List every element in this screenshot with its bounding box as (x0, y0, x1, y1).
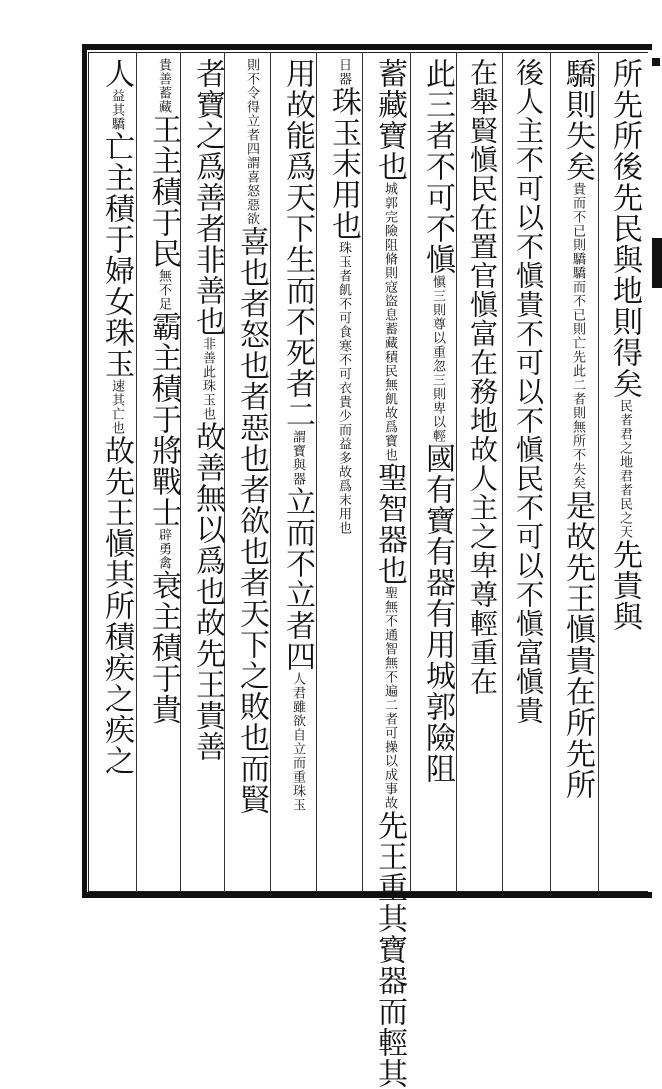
main-text: 喜也者怒也者惡也者欲也者天下之敗也而賢 (234, 226, 269, 815)
commentary-text: 益其驕 (109, 89, 124, 131)
main-text: 後人主不可以不愼貴不可以不愼民不可以不愼富愼貴 (512, 58, 545, 725)
text-column-4 (461, 58, 503, 888)
text-column-1 (602, 58, 646, 888)
main-text: 先王重其寶器而輕其 (372, 810, 407, 1089)
commentary-text: 人君雖欲自立而重珠玉 (290, 672, 305, 812)
commentary-text: 珠玉者飢不可食寒不可衣貴少而益多故爲末用也 (336, 241, 351, 535)
commentary-text: 日器 (336, 58, 351, 86)
commentary-text: 非善此珠玉也 (200, 337, 215, 421)
commentary-text: 速其亡也 (109, 379, 124, 435)
main-text: 故先王愼其所積疾之疾之 (99, 435, 134, 776)
main-text: 蓄藏寶也 (372, 58, 407, 182)
main-text: 國有寶有器有用城郭險阻 (420, 443, 455, 784)
commentary-text: 貴而不已則驕驕而不已則亡先此二者則無所不失矣 (570, 182, 585, 490)
main-text: 此三者不可不愼 (420, 58, 455, 275)
page-edge-mark (652, 238, 662, 288)
text-column-8 (275, 58, 319, 888)
text-column-9 (229, 58, 273, 888)
main-text: 在舉賢愼民在置官愼富在務地故人主之卑尊輕重在 (466, 58, 499, 696)
page-edge-mark (652, 58, 660, 66)
text-column-6 (367, 58, 411, 1089)
commentary-text: 謂寶與器 (290, 430, 305, 486)
text-column-12 (94, 58, 138, 888)
main-text: 亡主積于婦女珠玉 (99, 131, 134, 379)
commentary-text: 聖無不通智無不遍二者可操以成事故 (382, 586, 397, 810)
text-column-3 (507, 58, 549, 888)
commentary-text: 民者君之地君者民之天 (617, 399, 632, 539)
text-column-2 (555, 58, 599, 888)
main-text: 衰主積于貴 (146, 570, 181, 725)
main-text: 用故能爲天下生而不死者二 (280, 58, 315, 430)
commentary-text: 愼三則尊以重忽三則卑以輕 (430, 275, 445, 443)
main-text: 是故先王愼貴在所先所 (560, 490, 595, 800)
main-text: 聖智器也 (372, 462, 407, 586)
commentary-text: 城郭完險阻脩則寇盜息蓄藏積民無飢故爲寶也 (382, 182, 397, 462)
text-column-10 (185, 58, 229, 888)
text-column-11 (141, 58, 185, 888)
main-text: 霸主積于將戰士 (146, 311, 181, 528)
main-text: 者寶之爲善者非善也 (190, 58, 225, 337)
column-rule (550, 52, 551, 892)
commentary-text: 貴善蓄藏 (156, 58, 171, 114)
main-text: 驕則失矣 (560, 58, 595, 182)
main-text: 故善無以爲也故先王貴善 (190, 421, 225, 762)
text-column-7 (321, 58, 365, 888)
main-text: 人 (99, 58, 134, 89)
commentary-text: 無不足 (156, 269, 171, 311)
commentary-text: 則不令得立者四謂喜怒惡欲 (244, 58, 259, 226)
main-text: 先貴與 (607, 539, 642, 632)
main-text: 立而不立者四 (280, 486, 315, 672)
text-column-5 (415, 58, 459, 888)
main-text: 王主積于民 (146, 114, 181, 269)
main-text: 珠玉末用也 (326, 86, 361, 241)
main-text: 所先所後先民與地則得矣 (607, 58, 642, 399)
commentary-text: 辟勇禽 (156, 528, 171, 570)
